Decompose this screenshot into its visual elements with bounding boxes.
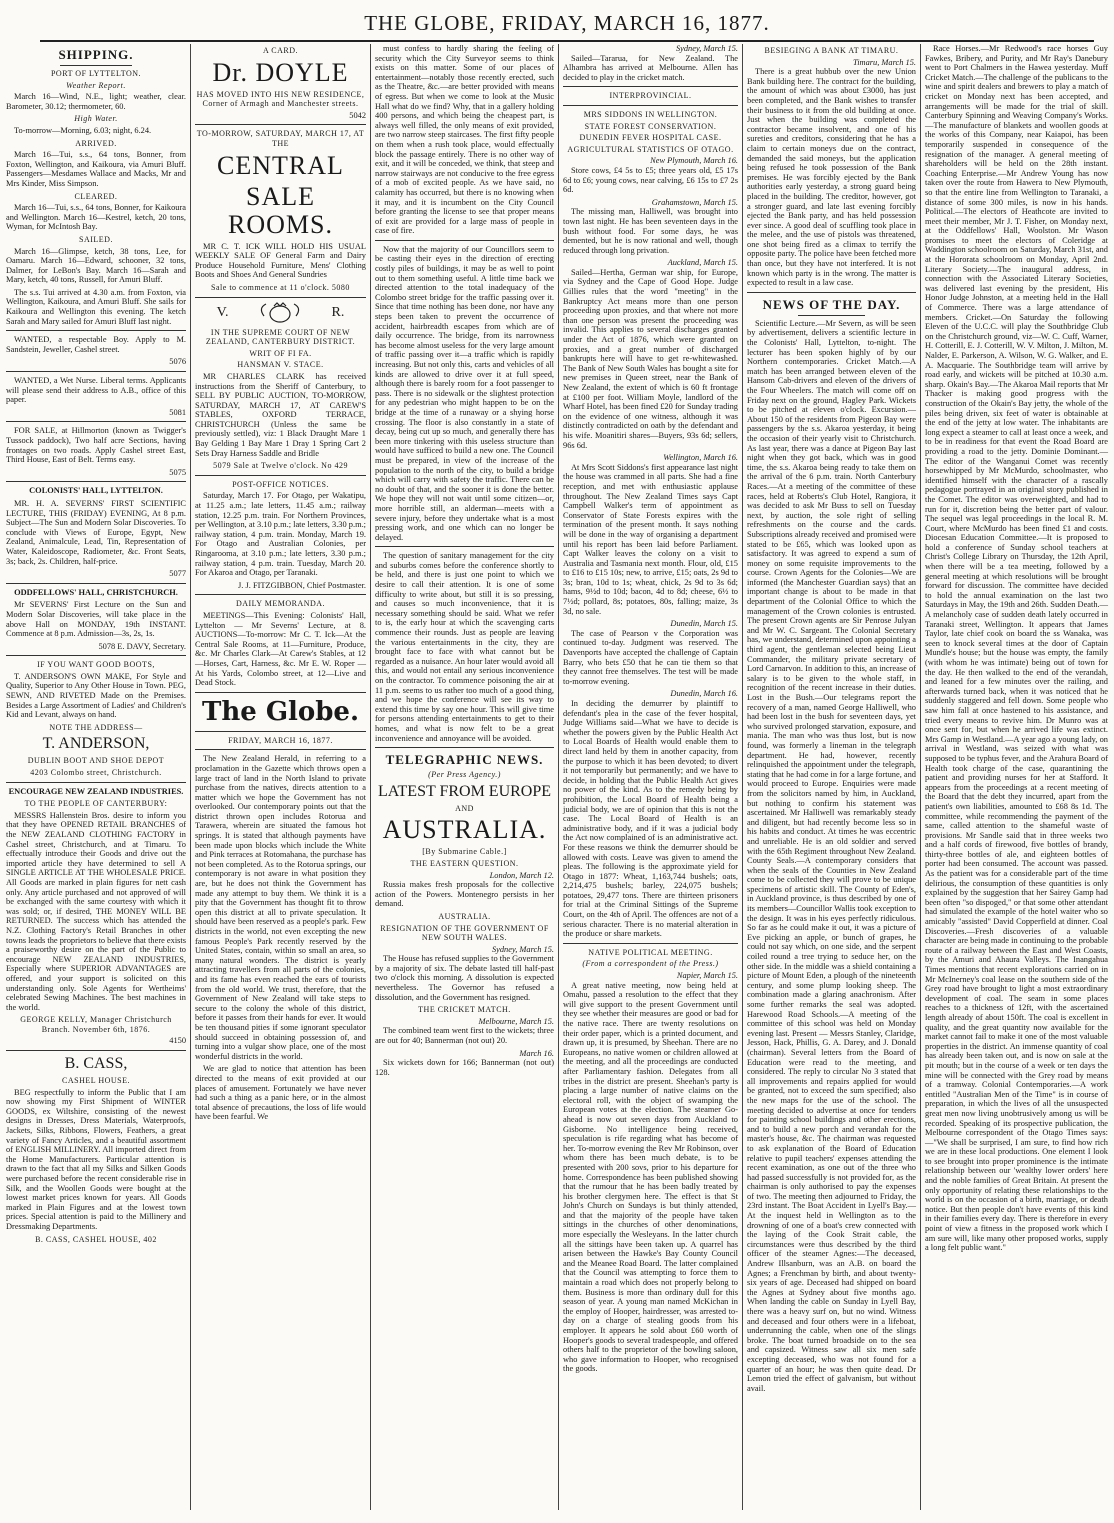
eastern-text: Russia makes fresh proposals for the collective action of the Powers. Montenegro persists in her demand. [375, 880, 554, 909]
column-4 [558, 44, 742, 1510]
memoranda-text: MEETINGS—This Evening: Colonists' Hall, Lyttelton — Mr Severns' Lecture, at 8. AUCTIONS—To-morrow: Mr C. T. Ick—At the Central Sale Rooms, at 11—Furniture, Produce, &c. Mr Charles Clark—At Carew's Stables, at 12—Horses, Cart, Harness, &c. Mr E. W. Roper — At his Yards, Colombo street, at 12—Live and Dead Stock. [195, 610, 366, 688]
colonists-hall-heading: COLONISTS' HALL, LYTTELTON. [29, 486, 163, 496]
bank-dateline: Timaru, March 15. [853, 57, 916, 67]
encourage-subheading: TO THE PEOPLE OF CANTERBURY: [24, 799, 168, 809]
auckland-text: Sailed—Hertha, German war ship, for Europe, via Sydney and the Cape of Good Hope. Judge Gillies rules that the word "meeting" in the Bankruptcy Act means more than one person proceeding upon proxies, and that where not more than one person was present the proceeding was invalid. This applies to several discharges granted under the Act of 1876, which were granted on proxies, and a great number of discharged bankrupts here will have to get re-whitewashed. The Bank of New South Wales has bought a site for new premises in Queen street, near the Bank of New Zealand, the extent of which is 60 ft frontage at £100 per foot. William Moyle, landlord of the Wharf Hotel, has been fined £20 for Sunday trading on the evidence of one witness, although it was distinctly contradicted on oath by the defendant and his wife. Moanitiri shares—Buyers, 93s 6d; sellers, 96s 6d. [563, 267, 738, 450]
forest-heading: STATE FOREST CONSERVATION. [584, 121, 717, 131]
masthead-title: THE GLOBE, FRIDAY, MARCH 16, 1877. [364, 11, 770, 35]
cass-heading: B. CASS, [64, 1055, 128, 1073]
editorial-sanitary: The question of sanitary management for the city and suburbs comes before the conference shortly to be held, and there is just one point to which we desire to call their attention. It is one of some difficulty to write about, but still it is so pressing, and causes so much inconvenience, that it is necessary something should be said. What we refer to is, the early hour at which the scavenging carts commence their rounds. Just as people are leaving the various entertainments in the city, they are brought face to face with what cannot but be regarded as a nuisance. An hour later would avoid all this, and would not entail any serious inconvenience on the contractor. To commence poisoning the air at 11 p.m. seems to us rather too much of a good thing, and we hope the conference will see its way to extend this time by say one hour. This will give time for persons attending entertainments to get to their homes, and what is now felt to be a great inconvenience and annoyance will be avoided. [375, 551, 554, 743]
column-3 [370, 44, 558, 1510]
dunedin2-dateline: Dunedin, March 16. [670, 689, 738, 699]
sailed-text: March 16—Glimpse, ketch, 38 tons, Lee, for Oamaru. March 16—Edward, schooner, 32 tons, Dalmer, for LeBon's Bay. March 16—Sarah and Mary, ketch, 40 tons, Russell, for Amuri Bluff. [6, 246, 186, 285]
news-of-day-heading: NEWS OF THE DAY. [762, 296, 901, 312]
telegraphic-heading: TELEGRAPHIC NEWS. [385, 752, 544, 768]
card-heading: A CARD. [262, 46, 299, 55]
hansman-heading: HANSMAN V. STACE. [237, 360, 324, 370]
doyle-text: HAS MOVED INTO HIS NEW RESIDENCE, Corner of Armagh and Manchester streets. [196, 89, 365, 109]
issue-date: FRIDAY, MARCH 16, 1877. [228, 735, 333, 745]
clark-sale-text: MR CHARLES CLARK has received instructions from the Sheriff of Canterbury, to SELL BY PUBLIC AUCTION, TO-MORROW, SATURDAY, MARCH 17, AT CAREW'S STABLES, OXFORD TERRACE, CHRISTCHURCH (Unless the same be previously settled), viz: 1 Black Draught Mare 1 Bay Gelding 1 Bay Mare 1 Dray 1 Spring Cart 2 Sets Dray Harness Saddle and Bridle [195, 371, 366, 458]
cleared-text: March 16—Tui, s.s., 64 tons, Bonner, for Kaikoura and Wellington. March 16—Kestrel, ketch, 20 tons, Wyman, for McIntosh Bay. [6, 203, 186, 232]
post-office-sign: J. J. FITZGIBBON, Chief Postmaster. [238, 580, 366, 590]
high-water-text: To-morrow—Morning, 6.03; night, 6.24. [14, 125, 152, 135]
encourage-sign: GEORGE KELLY, Manager Christchurch Branch. November 6th, 1876. [20, 1015, 172, 1034]
doyle-no: 5042 [349, 110, 366, 120]
napier-dateline: Napier, March 15. [676, 971, 738, 981]
wellington-text: At Mrs Scott Siddons's first appearance last night the house was crammed in all parts. She had a fine reception, and met with enthusiastic applause throughout. The New Zealand Times says Capt Campbell Walker's term of appointment as Conservator of State Forests expires with the termination of the present month. It says nothing will be done in the way of organising a department until his report has been laid before Parliament. Capt Walker leaves the colony on a visit to Australia and Tasmania next month. Flour, old, £15 to £16 to £15 10s; new, to arrive, £15; oats, 2s 9d to 3s; bran, 10d to 1s; wheat, chick, 2s 9d to 3s 6d; hams, 9½d to 10d; bacon, 4d to 8d; cheese, 6½ to 7½d; pollard, 8s; potatoes, 80s, falling; maize, 3s 3d, no sale. [563, 462, 738, 616]
australia-subheading: AUSTRALIA. [438, 911, 491, 921]
column-5 [742, 44, 920, 1510]
cass-subheading: CASHEL HOUSE. [62, 1076, 130, 1086]
sydney-text: Sailed—Tararua, for New Zealand. The Alhambra has arrived at Melbourne. Allen has decided to play in the cricket match. [563, 53, 738, 82]
court-heading: IN THE SUPREME COURT OF NEW ZEALAND, CANTERBURY DISTRICT. [205, 327, 356, 347]
grahamstown-dateline: Grahamstown, March 15. [651, 197, 738, 207]
tomorrow-heading: TO-MORROW, SATURDAY, MARCH 17, AT THE [196, 129, 365, 148]
globe-nameplate: The Globe. [201, 696, 360, 727]
boots-address: 4203 Colombo street, Christchurch. [30, 768, 162, 778]
ad-wanted-boy: WANTED, a respectable Boy. Apply to M. Sandstein, Jeweller, Cashel street. [6, 335, 186, 354]
memoranda-heading: DAILY MEMORANDA. [235, 599, 326, 609]
column-1 [2, 44, 190, 1510]
high-water-heading: High Water. [74, 114, 118, 124]
cleared-heading: CLEARED. [74, 191, 118, 201]
cricket-heading: THE CRICKET MATCH. [418, 1005, 511, 1015]
encourage-text: MESSRS Hallenstein Bros. desire to inform you that they have OPENED RETAIL BRANCHES of the NEW ZEALAND CLOTHING FACTORY in Cashel street, Christchurch, and at Timaru. To effectually introduce their Goods and drive out the imported article they have determined to sell A SINGLE ARTICLE AT THE WHOLESALE PRICE. All Goods are marked in plain figures for nett cash only. Any article purchased and not approved of will be exchanged with the same courtesy with which it was sold; or, if desired, THE MONEY WILL BE RETURNED. The success which has attended the N.Z. Clothing Factory's Retail Branches in other towns leads the proprietors to believe that there exists a praiseworthy desire on the part of the Public to encourage NEW ZEALAND INDUSTRIES, Especially where SUPERIOR ADVANTAGES are offered, and your support is solicited on this understanding only. Sole Agents for Wertheims' celebrated Sewing Machines. The best machines in the world. [6, 810, 187, 1012]
ick-sale-text: MR C. T. ICK WILL HOLD HIS USUAL WEEKLY SALE OF General Farm and Dairy Produce Household Furniture, Mens' Clothing Boots and Shoes And General Sundries [195, 241, 366, 280]
ad-wanted-boy-no: 5076 [169, 357, 186, 367]
cricket2-text: Six wickets down for 166; Bannerman (not out) 128. [375, 1058, 554, 1077]
latest-europe-heading: LATEST FROM EUROPE [377, 782, 552, 800]
clark-sale-sign: 5079 Sale at Twelve o'clock. No 429 [213, 461, 348, 471]
editorial-herald: The New Zealand Herald, in referring to a proclamation in the Gazette which throws open a large tract of land in the North Island to private purchase from the natives, directs attention to a matter which we hope the Government has not overlooked. Our contemporary points out that the district thrown open includes Rotorua and Tarawera, wherein are situated the famous hot springs. It is stated that although payments have been made upon blocks which include the White and Pink terraces at Rotomahana, the purchase has not been completed. As to the Rotorua springs, our contemporary is not aware in what position they are, but he does not think the Government has made any attempt to buy them. We think it is a pity that the Government has thought fit to throw open this district at all to private speculation. It should have been reserved as a people's park. Few districts in the world, not even excepting the new famous People's Park recently reserved by the United States, contain, within so small an area, so many natural wonders. The district is yearly attracting travellers from all parts of the colonies, and its fame has even reached the ears of tourists from the old world. We trust, therefore, that the Government of New Zealand will take steps to secure to the colony the whole of this district, before it passes from their hands for ever. It would be ten thousand pities if some ignorant speculator should succeed in obtaining possession of, and turning into a vulgar show place, one of the most wonderful districts in the world. [195, 754, 366, 1061]
resignation-heading: RESIGNATION OF THE GOVERNMENT OF NEW SOUTH WALES. [380, 923, 549, 943]
sailed-heading: SAILED. [79, 234, 113, 244]
cricket-dateline: Melbourne, March 15. [478, 1016, 554, 1026]
cricket2-dateline: March 16. [519, 1048, 554, 1058]
central-heading: CENTRAL [217, 150, 344, 180]
column-2 [190, 44, 370, 1510]
tui-note: The s.s. Tui arrived at 4.30 a.m. from Foxton, via Wellington, Kaikoura, and Amuri Bluff. She sails for Kaikoura and Wellington this evening. The ketch Sarah and Mary sailed for Amuri Bluff last night. [6, 287, 186, 326]
cricket-text: The combined team went first to the wickets; three are out for 40; Bannerman (not out) 20. [375, 1026, 554, 1046]
editorial-exits: We are glad to notice that attention has been directed to the means of exit provided at our places of amusement. Fortunately we have never had such a thing as a panic here, or in the almost total absence of precautions, the loss of life would have been fearful. We [195, 1064, 366, 1122]
arrived-text: March 16—Tui, s.s., 64 tons, Bonner, from Foxton, Wellington, and Kaikoura, via Amuri Bluff. Passengers—Mesdames Wallace and Macks, Mr and Mrs Kinder, Miss Simpson. [6, 150, 186, 188]
resignation-dateline: Sydney, March 15. [491, 944, 554, 954]
shipping-heading: SHIPPING. [58, 47, 134, 62]
colonists-hall-no: 5077 [169, 569, 186, 579]
sale-rooms-heading: SALE ROOMS. [228, 181, 333, 239]
resignation-text: The House has refused supplies to the Government by a majority of six. The debate lasted till half-past two o'clock this morning. A dissolution is expected nevertheless. The Governor has refused a dissolution, and the Government has resigned. [375, 954, 554, 1002]
masthead [40, 8, 1094, 42]
boots-name: T. ANDERSON, [42, 735, 150, 753]
siddons-heading: MRS SIDDONS IN WELLINGTON. [583, 109, 718, 119]
news-of-day-cont: Race Horses.—Mr Redwood's race horses Guy Fawkes, Bribery, and Purity, and Mr Ray's Danebury went to Port Chalmers in the Hawea yesterday. Muff Cricket Match.—The challenge of the publicans to the wine and spirit dealers and brewers to play a match of cricket on Monday next has been accepted, and arrangements will be made for the trial of skill. Canterbury Spinning and Weaving Company's Works.—The manufacture of blankets and woollen goods at the works of this Company, near Kaiapoi, has been temporarily suspended in consequence of the resignation of the manager. A general meeting of shareholders will be held on the 28th instant. Coaching Enterprise.—Mr Andrew Young has now taken over the route from Hawera to New Plymouth, so that the entire line from Wellington to Taranaki, a distance of some 300 miles, is now in his hands. Political.—The electors of Heathcote are invited to meet their member, Mr J. T. Fisher, on Monday next, at the Oddfellows' Hall, Woolston. Mr Wason promises to meet the electors of Coleridge at Waddington schoolroom on Saturday, March 31st, and at the Hororata schoolroom on Monday, April 2nd. Literary Society.—The inaugural address, in connection with the Associated Literary Societies, was delivered last evening by the president, His Honor Judge Johnston, at a meeting held in the Hall of Commerce. There was a large attendance of members. Cricket.—On Saturday the following Eleven of the U.C.C. will play the Southbridge Club on the Christchurch ground, viz—W. C. Cuff, Warner, H. Cotterill, E. J. Cotterill, W. V. Milton, J. Milton, M. Nalder, E. Parkerson, A. Wilson, W. G. Walker, and E. A. Macquarie. The Southbridge team will arrive by road early, and wickets will be pitched at 10.30 a.m. sharp. Okain's Bay.—The Akaroa Mail reports that Mr Thacker is making good progress with the construction of the Okain's Bay jetty, the whole of the piles being driven, six feet of water is obtainable at the end of the jetty at low water. The inhabitants are long expect a steamer to call at least once a week, and to be in readiness for that event the Road Board are providing a road to the jetty. Dominie Dominant.—The editor of the Wanganui Comet was recently horsewhipped by Mr McMurdo, schoolmaster, who identified himself with the character of a rascally pedagogue portrayed in an original story published in the Comet. The editor was overweighted, and had to run for it, discretion being the better part of valour. The sequel was legal proceedings in the local R. M. Court, where McMurdo has been fined £1 and costs. Diocesan Education Committee.—It is proposed to hold a conference of Sunday school teachers at Christ's College Library on Thursday, the 12th April, when there will be a tea meeting, followed by a general meeting at which resolutions will be brought forward for discussion. The committee have decided to hold the annual examination on the last two Saturdays in May, the 19th and 26th. Sudden Death.—A melancholy case of sudden death lately occurred in Taranaki street, Wellington. It appears that James Taylor, late chief cook on board the ss Wanaka, was seen to knock several times at the door of Captain Mundle's house; but the house was empty, the family (with whom he was intimate) being out of town for the day. He then walked to the end of the verandah, and leaned for a few minutes over the railing, and afterwards turned back, when it was noticed that he suddenly staggered and fell down. Some people who saw him fall at once hastened to his assistance, and tried every means to revive him. Dr Munro was at once sent for, but when he arrived life was extinct. Mrs Gamp in Westland.—A year ago a young lady, on arrival in Westland, was seized with what was supposed to be typhus fever, and the Arahura Board of Health took charge of the case, quarantining the patient and providing nurses for her at Stafford. It appears from the proceedings at a recent meeting of the Board that the debt they incurred, apart from the patient's own liabilities, amounted to £68 8s 1d. The committee, while recommending the payment of the same, called attention to the shameful waste of provisions. Mr Sandle said that in three weeks two and a half cords of firewood, five bottles of brandy, thirty-three bottles of ale, and eighteen bottles of porter had been consumed. The account was passed. As the patient was for a considerable part of the time delirious, the consumption of these quantities is only explained by the suggestion that her Sairey Gamp had been often "so dispoged," or that some other attendant had simulated the example of the hotel waiter who so amicably "assisted" David Copperfield at dinner. Coal Discoveries.—Fresh discoveries of a valuable character are being made in continuing to the probable route of a railway between the East and West Coasts, by the Amuri and Ahaura Valleys. The Inangahua Times mentions that recent explorations carried on in Mr McInerney's coal lease on the southern side of the Grey road have brought to light a most extraordinary development of coal. The seam in some places reaches to a thickness of 12ft, with the ascertained length already of about 150ft. The coal is excellent in quality, and the great quantity now available for the market cannot fail to make it one of the most valuable properties in the district. An immense quantity of coal has already been taken out, and is now on sale at the pit mouth; but in the course of a week or ten days the mine will be connected with the Grey road by means of a tramway. Colonial Contemporaries.—A work entitled "Australian Men of the Time" is in course of preparation, in which the lives of all the unsuspected great men now living unobtrusively among us will be recorded. Speaking of its prospective publication, the Melbourne correspondent of the Otago Times says:—"We shall be surprised, I am sure, to find how rich we are in these local productions. One element I look to see brought into proper prominence is the intimate relationship between our 'wealthy lower orders' here and the noble families of Great Britain. At present the only opportunity of relating these relationships to the world is on the occasion of a birth, marriage, or death notice. But then people don't have events of this kind in their families every day. There is therefore in every point of view a fitness in the proposed work which I am sure will, like many other proposed works, supply a long felt public want." [925, 44, 1108, 1253]
fever-hospital-heading: DUNEDIN FEVER HOSPITAL CASE. [579, 133, 722, 143]
eastern-dateline: London, March 12. [489, 870, 554, 880]
weather-heading: Weather Report. [66, 80, 126, 90]
boots-heading: IF YOU WANT GOOD BOOTS, [37, 660, 155, 670]
bank-heading: BESIEGING A BANK AT TIMARU. [764, 46, 899, 55]
grahamstown-text: The missing man, Halliwell, was brought into town last night. He has been seventeen days in the bush without food. For some days, he was demented, but he is now rational and well, though reduced through long privation. [563, 207, 738, 255]
ad-wet-nurse-no: 5081 [169, 407, 186, 417]
ad-for-sale: FOR SALE, at Hillmorton (known as Twigger's Tussock paddock), Two half acre Sections, having frontages on two roads. Apply Cashel street East, Third House, East of Belt. Terms easy. [6, 426, 186, 465]
royal-crest [195, 302, 366, 324]
ad-for-sale-no: 5075 [169, 467, 186, 477]
oddfellows-sign: 5078 E. DAVY, Secretary. [98, 641, 186, 651]
post-office-text: Saturday, March 17. For Otago, per Wakatipu, at 11.25 a.m.; late letters, 11.45 a.m.; railway station, 12.25 p.m. train. For Northern Provinces, per Wellington, at 3.10 p.m.; late letters, 3.30 p.m.; railway station, 4 p.m. train. Monday, March 19. For Otago and Australian Colonies, per Ringarooma, at 3.10 p.m.; late letters, 3.30 p.m.; railway station, 4 p.m. train. Tuesday, March 20. For Akaroa and Otago, per Taranaki. [195, 491, 366, 578]
native-meeting-sub: (From a correspondent of the Press.) [582, 959, 719, 969]
cable-note: [By Submarine Cable.] [422, 847, 507, 857]
crest-r: R. [331, 304, 345, 320]
australia-heading: AUSTRALIA. [382, 815, 547, 845]
new-plymouth-text: Store cows, £4 5s to £5; three years old, £5 17s 6d to £6; young cows, near calving, £6 15s to £7 2s 6d. [563, 165, 738, 195]
dunedin-text: The case of Pearson v the Corporation was continued to-day. Judgment was reserved. The Davenports have accepted the challenge of Captain Barry, who bets £50 that he can tie them so that they cannot free themselves. The test will be made to-morrow evening. [563, 628, 738, 686]
oddfellows-heading: ODDFELLOWS' HALL, CHRISTCHURCH. [14, 587, 178, 597]
press-agency: (Per Press Agency.) [428, 770, 501, 780]
editorial-bridge: Now that the majority of our Councillors seem to be casting their eyes in the direction of erecting costly piles of buildings, it may be as well to point out to them something useful. A little time back we directed attention to the total inadequacy of the Colombo street bridge for the traffic passing over it. Since that time nothing has been done, nor have any steps been taken to prevent the occurrence of accident, hairbreadth escapes from which are of daily occurrence. The bridge, from its narrowness has become almost useless for the very large amount of traffic passing over it—a traffic which is rapidly increasing. But not only this, carts and vehicles of all kinds are allowed to drive over it at full speed, although there is barely room for a foot passenger to pass. There is no sidewalk or the slightest protection for any pedestrian who might happen to be on the bridge at the time of a runaway or a shying horse crossing. The floor is also constantly in a state of decay, being cut up so much, and generally there has been more tinkering with this useless structure than would have sufficed to build a new one. The Council must be prepared, in view of the increase of the population to the north of the city, to build a bridge which will carry with safety the traffic. There can be no doubt of that, and the sooner it is done the better. We hope they will not wait until some citizen—or, more horrible still, an alderman—meets with a severe injury, before they undertake what is a most pressing work, and one which can no longer be delayed. [375, 244, 554, 542]
ad-wet-nurse: WANTED, a Wet Nurse. Liberal terms. Applicants will please send their address to A.B., office of this paper. [6, 376, 186, 405]
doyle-heading: Dr. DOYLE [212, 57, 349, 87]
dunedin-dateline: Dunedin, March 15. [670, 619, 738, 629]
napier-text: A great native meeting, now being held at Omahu, passed a resolution to the effect that they will give support to the present Government until they see whether their measures are good or bad for the native race. There are twenty resolutions on their order paper, which is a printed document, and drawn up, it is presumed, by Sheehan. There are no Europeans, no native women or children allowed at the meeting, and all the proceedings are conducted after Parliamentary fashion. Delegates from all tribes in the district are present. Sheehan's party is placing a large number of native claims on the electoral roll, with the object of swamping the European votes at the election. The steamer Go-ahead is now out seven days from Auckland to Gisborne. No intelligence being received, speculation is rife regarding what has become of her. To-morrow evening the Rev Mr Robinson, over whom there has been much debate, is to be presented with 200 sovs, prior to his departure for home. Correspondence has been published showing that the rumour that he has been badly treated by his brother clergymen here. The effect is that St John's Church on Sundays is but thinly attended, and that the majority of the people have taken sittings in the churches of other denominations, more especially the Wesleyans. In the latter church all the sittings have been taken up. A quarrel has arisen between the Hawke's Bay County Council and the Meanee Road Board. The latter complained that the Council was attempting to force them to maintain a road which does not properly belong to them. Business is more than ordinary dull for this season of year. A young man named McKichan in the employ of Hooper, hairdresser, was arrested to-day on a charge of stealing goods from his employer. It appears he sold about £60 worth of Hooper's goods to several tradespeople, and offered others half to the proprietor of the bowling saloon, who gave information to Hooper, who recognised the goods. [563, 980, 738, 1374]
weather-text: March 16—Wind, N.E., light; weather, clear. Barometer, 30.12; thermometer, 60. [6, 92, 186, 111]
auckland-dateline: Auckland, March 15. [667, 258, 738, 268]
eastern-heading: THE EASTERN QUESTION. [410, 858, 519, 868]
interprovincial-heading: INTERPROVINCIAL. [609, 91, 692, 101]
cass-text: BEG respectfully to inform the Public that I am now showing my First Shipment of WINTER GOODS, ex Wiltshire, consisting of the newest designs in Dresses, Dress Materials, Waterproofs, Jackets, Silks, Ribbons, Flowers, Feathers, a great variety of Fancy Articles, and a beautiful assortment of ENGLISH MILLINERY. All imported direct from the Home Manufacturers. Particular attention is drawn to the fact that all my Silks and Silken Goods were purchased before the recent considerable rise in Silk, and the Woollen Goods were bought at the lowest market prices known for years. All Goods marked in Plain Figures and at the lowest town prices. Special attention is paid to the Millinery and Dressmaking Departments. [6, 1087, 186, 1231]
agri-stats-heading: AGRICULTURAL STATISTICS OF OTAGO. [567, 144, 734, 154]
post-office-heading: POST-OFFICE NOTICES. [232, 479, 329, 489]
ick-sale-sign: Sale to commence at 11 o'clock. 5080 [211, 282, 350, 292]
boots-text: T. ANDERSON'S OWN MAKE, For Style and Quality, Superior to Any Other House in Town. PEG, SEWN, AND RIVETED Made on the Premises. Besides a Large Assortment of Ladies' and Children's Kid and Levant, always on hand. [6, 671, 186, 720]
bank-text: There is a great hubbub over the new Union Bank building here. The contract for the building, the amount of which was about £3000, has just been completed, and the Bank wishes to transfer their business to it from the old building at once. Just when the building was completed the contractor became insolvent, and one of his sureties and creditors, considering that he has a claim to certain moneys due on the contract, demanded the said moneys, but the application being refused he took possession of the Bank premises. He was forcibly ejected by the Bank authorities early yesterday, a strong guard being placed in the building. The creditor, however, got a stronger guard, and late last evening forcibly ejected the Bank party, and has held possession ever since. A good deal of scuffling took place in the melee, and the use of pistols was threatened, one shot being fired as a climax to terrify the opposite party. The police have been fetched more than once, but they have not interfered. It is not known which party is in the wrong. The matter is expected to result in a law case. [747, 67, 916, 288]
sydney-dateline: Sydney, March 15. [675, 44, 738, 53]
native-meeting-heading: NATIVE POLITICAL MEETING. [588, 947, 713, 957]
crest-icon [250, 302, 310, 324]
editorial-exits-cont: must confess to hardly sharing the feeling of security which the City Surveyor seems to think exists on this matter. Some of our places of entertainment—notably those recently erected, such as the Theatre, &c.—are better provided with means of egress. But when we come to look at the Music Hall what do we find? Why, that in a gallery holding 400 persons, and which being the cheapest part, is always well filled, the only means of exit provided, are two narrow steep staircases. The first fifty people on them when a rush took place, would effectually block the passage entirely. There is no other way of exit, and it will be conceded, we think, that steep and narrow stairways are not conducive to the free egress of a mob of excited people. As we have said, no calamity has occurred, but there is no knowing when it may, and it is incumbent on the City Council before granting the license to see that proper means of exit are provided for a large mass of people in case of fire. [375, 44, 554, 236]
writ-heading: WRIT OF FI FA. [249, 348, 312, 358]
cass-no: 402 [143, 1234, 157, 1244]
encourage-heading: ENCOURAGE NEW ZEALAND INDUSTRIES. [8, 786, 184, 796]
dunedin2-text: In deciding the demurrer by plaintiff to defendant's plea in the case of the fever hospital, Judge Williams said—What we have to decide is whether the powers given by the Public Health Act to Local Boards of Health would enable them to direct land held by them in another capacity, from the purpose to which it has been devoted; to divert it not temporarily but permanently; and we have to decide, in holding that the Public Health Act gives no power of the kind. As to the remedy being by prohibition, the Local Board of Health being a judicial body, we are of opinion that this is not the case. The Local Board of Health is an administrative body, and if it was a judicial body the Act now complained of is an administrative act. For these reasons we think the demurrer should be allowed with costs. Leave was given to amend the pleas. The following is the approximate yield for Otago in 1877: Wheat, 1,163,744 bushels; oats, 2,214,475 bushels; barley, 224,075 bushels; potatoes, 29,477 tons. There are thirteen prisoners for trial at the Criminal Sittings of the Supreme Court, on the 4th of April. The offences are not of a serious character. There is no material alteration in the produce or share markets. [563, 699, 738, 939]
boots-note: NOTE THE ADDRESS— [49, 722, 143, 732]
cass-sign-text: B. CASS, CASHEL HOUSE, [35, 1234, 141, 1244]
column-6 [920, 44, 1112, 1510]
colonists-hall-text: MR. H. A. SEVERNS' FIRST SCIENTIFIC LECTURE, THIS (FRIDAY) EVENING, At 8 p.m. Subject—The Sun and Modern Solar Discoveries. To conclude with Views of Europe, Egypt, New Zealand, Animalcule, Lead, Tin, Representation of Water, Kaleidoscope, Radiometer, &c. Front Seats, 3s; back, 2s. Children, half-price. [6, 498, 186, 566]
oddfellows-text: Mr SEVERNS' First Lecture on the Sun and Modern Solar Discoveries, will take place in the above Hall on MONDAY, 19th INSTANT. Commence at 8 p.m. Admission—3s, 2s, 1s. [6, 600, 186, 639]
cass-sign [6, 1235, 186, 1245]
and-word: AND [455, 803, 474, 813]
arrived-heading: ARRIVED. [75, 138, 117, 148]
boots-depot: DUBLIN BOOT AND SHOE DEPOT [27, 756, 165, 766]
encourage-no: 4150 [169, 1036, 186, 1046]
news-of-day-text: Scientific Lecture.—Mr Severn, as will be seen by advertisement, delivers a scientific lecture in the Colonists' Hall, Lyttelton, to-night. The lecturer has been spoken highly of by our Northern contemporaries. Cricket Match.—A match has been arranged between eleven of the Hansom Cab-drivers and eleven of the drivers of the Four Wheelers. The match will come off on Friday next on the ground, Hagley Park. Wickets to be pitched at eleven o'clock. Excursion.—About 150 of the residents from Pigeon Bay were passengers by the s.s. Akaroa yesterday, it being the occasion of their yearly visit to Christchurch. As last year, there was a dance at Pigeon Bay last night when they got back, which was in good time, the s.s. Akaroa being ready to take them on the arrival of the 6 p.m. train. North Canterbury Races.—At a meeting of the committee of these races, held at Roberts's Club Hotel, Rangiora, it was decided to ask Mr Buss to sell on Tuesday next, by auction, the sole right of selling refreshments on the course and the cards. Subscriptions already received and promised were stated to be £65, which was looked upon as satisfactory. It was agreed to expend a sum of money on some requisite improvements to the course. Crown Agents for the Colonies—We are informed (the Manchester Guardian says) that an important change is about to be made in that department of the Colonial Office to which the management of the Crown colonies is entrusted. The present Crown agents are Sir Penrose Julyan and Mr W. C. Sargeant. The Colonial Secretary has, we understand, determined upon appointing a third agent, the gentleman selected being Lieut Commander, the military private secretary of Lord Carnarvon. In addition to this, an increase of salary is to be given to the whole staff, in recognition of the recent increase in their duties. Lost in the Bush.—Our telegrams report the recovery of a man, named George Halliwell, who had been lost in the bush for seventeen days, yet who survived prolonged starvation, exposure, and mania. The man who was thus lost, but is now found, was formerly a lineman in the telegraph department. He had, however, recently relinquished the appointment under the telegraph, stating that he had come in for a large fortune, and would proceed to Europe. Enquiries were made from the solicitors named by him, in Auckland, but nothing to confirm his statement was ascertained. Mr Halliwell was remarkably steady and diligent, but had recently become less so in his habits and conduct. At times he was eccentric and unreliable. He is an old soldier and served with the 65th Regiment throughout New Zealand. County Seals.—A contemporary considers that when the seals of the Counties in New Zealand come to be collected they will prove to be unique specimens of artistic skill. The County of Eden's, in Auckland province, is thus described by one of its members—Councillor Wallis took exception to the design. It was in his eyes perfectly ridiculous. So far as he could make it out, it was a picture of Eve picking an apple, or bunch of grapes, he could not say which, on one side, and the serpent coiled round a tree trying to seduce her, on the other side. In the middle was a shield containing a picture of Mount Eden, a plough of the nineteenth century, and some plump looking sheep. The combination made a glaring anachronism. After some further remarks the seal was adopted. Harewood Road Schools.—A meeting of the committee of this school was held on Monday evening last. Present — Messrs Stanley, Claridge, Jesson, Hack, Phillis, G. A. Darey, and J. Donald (chairman). Several letters from the Board of Education were read to the meeting, and considered. The reply to circular No 3 stated that all improvements and repairs applied for would be granted, not to exceed the sum specified; also the new maps for the use of the school. The meeting decided to advertise at once for tenders for painting school buildings and other erections, and to build a new porch and verandah for the master's house, &c. The chairman was requested to ask explanation of the Board of Education relative to pupil teachers' expenses attending the recent examination, as one out of the three who had passed successfully is not provided for, as the chairman is only authorised to pay the expenses of two. The meeting then adjourned to Friday, the 23rd instant. The Boat Accident in Lyell's Bay.—At the inquest held in Wellington as to the drowning of one of a boat's crew connected with the laying of the Cook Strait cable, the circumstances were thus described by the third officer of the steamer Agnes:—The deceased, Andrew Illsanburn, was an A.B. on board the Agnes; a Frenchman by birth, and about twenty-six years of age. Deceased had shipped on board the Agnes at Sydney about five months ago. When landing the cable on Sunday in Lyell Bay, there was a heavy surf on, but no wind. Witness and deceased and four others were in a lifeboat, underrunning the cable, when one of the slings broke. The boat turned broadside on to the sea and capsized. Witness saw all six men safe excepting deceased, who was not found for a quarter of an hour; he was then quite dead. Dr Lemon tried the effect of galvanism, but without avail. [747, 318, 916, 1393]
wellington-dateline: Wellington, March 16. [663, 453, 738, 463]
new-plymouth-dateline: New Plymouth, March 16. [650, 156, 738, 166]
crest-v: V. [216, 304, 229, 320]
port-heading: PORT OF LYTTELTON. [50, 69, 142, 78]
